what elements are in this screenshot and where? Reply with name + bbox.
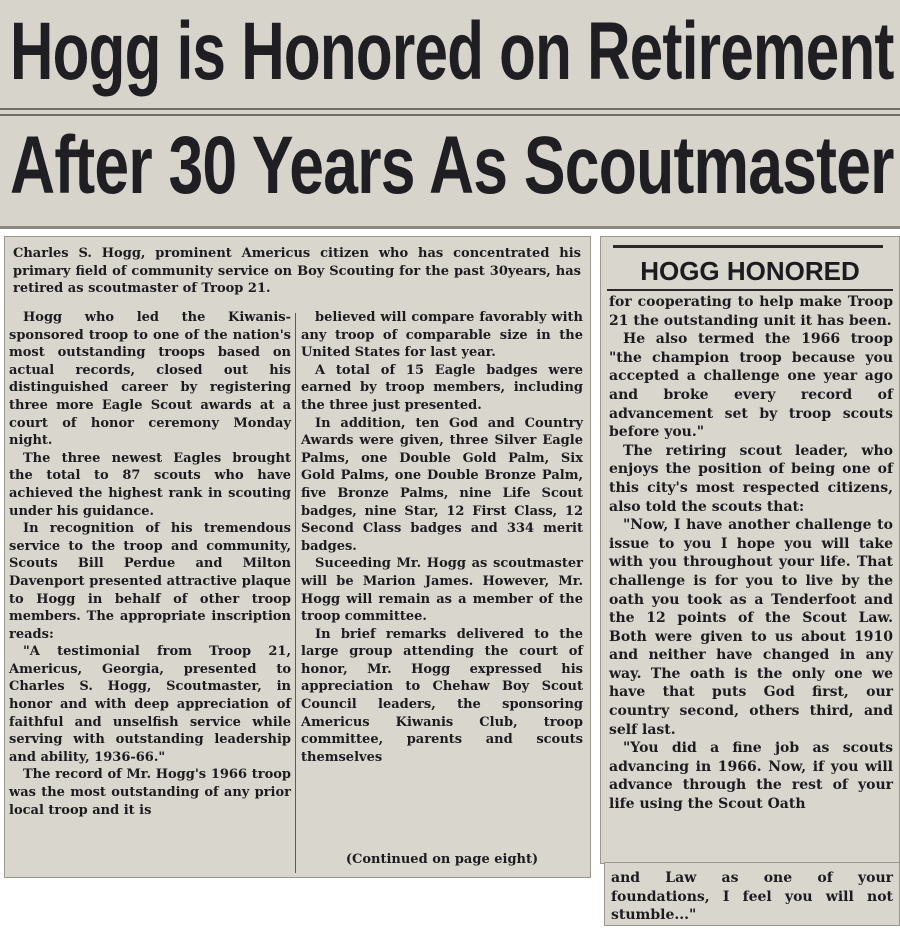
sidebar-tail (611, 869, 893, 925)
main-article-clipping (4, 236, 591, 878)
column-divider (295, 313, 296, 873)
paragraph: for cooperating to help make Troop 21 the outstanding unit it has been. (609, 294, 893, 329)
paragraph: A total of 15 Eagle badges were earned by troop members, including the three just presented. (301, 362, 583, 413)
paragraph: "Now, I have another challenge to issue to you I hope you will take with you throughout your life. That challenge is for you to live by the oath you took as a Tenderfoot and the 12 points of the Scout Law. Both were given to us about 1910 and neither have changed in any way. The oath is the only one we have that puts God first, our country second, others third, and self last. (609, 517, 893, 738)
sidebar-clipping (600, 236, 900, 864)
sidebar-tail-clipping (604, 862, 900, 926)
headline-banner (0, 0, 900, 229)
headline-line-1: Hogg is Honored on Retirement (10, 6, 894, 97)
continued-note: (Continued on page eight) (345, 852, 539, 868)
headline-rule (0, 114, 900, 116)
paragraph: Suceeding Mr. Hogg as scoutmaster will be Marion James. However, Mr. Hogg will remain as a member of the troop committee. (301, 556, 583, 625)
paragraph: He also termed the 1966 troop "the champion troop because you accepted a challenge one year ago and broke every record of advancement set by troop scouts before you." (609, 331, 893, 441)
sidebar-title: HOGG HONORED (640, 256, 860, 286)
paragraph: The record of Mr. Hogg's 1966 troop was the most outstanding of any prior local troop and it is (9, 767, 291, 818)
paragraph: believed will compare favorably with any troop of comparable size in the United States for last year. (301, 310, 583, 361)
sidebar-body (609, 293, 893, 814)
paragraph: and Law as one of your foundations, I feel you will not stumble..." (611, 870, 893, 924)
article-column-right (301, 309, 583, 766)
paragraph: In addition, ten God and Country Awards were given, three Silver Eagle Palms, one Double Gold Palm, Six Gold Palms, one Double Bronze Palm, five Bronze Palms, nine Life Scout badges, nine Star, 12 First Class, 12 Second Class badges and 334 merit badges. (301, 415, 583, 554)
paragraph: "A testimonial from Troop 21, Americus, Georgia, presented to Charles S. Hogg, Scoutmaster, in honor and with deep appreciation of faithful and unselfish service while serving with outstanding leadership and ability, 1936-66." (9, 644, 291, 765)
paragraph: "You did a fine job as scouts advancing in 1966. Now, if you will advance through the rest of your life using the Scout Oath (609, 740, 893, 813)
paragraph: Hogg who led the Kiwanis-sponsored troop to one of the nation's most outstanding troops based on actual records, closed out his distinguished career by registering three more Eagle Scout awards at a court of honor ceremony Monday night. (9, 310, 291, 449)
paragraph: In brief remarks delivered to the large group attending the court of honor, Mr. Hogg expressed his appreciation to Chehaw Boy Scout Council leaders, the sponsoring Americus Kiwanis Club, troop committee, parents and scouts themselves (301, 626, 583, 765)
article-lead: Charles S. Hogg, prominent Americus citizen who has concentrated his primary field of community service on Boy Scouting for the past 30years, has retired as scoutmaster of Troop 21. (13, 246, 581, 297)
sidebar-top-rule (613, 245, 883, 248)
paragraph: The three newest Eagles brought the total to 87 scouts who have achieved the highest rank in scouting under his guidance. (9, 450, 291, 519)
headline-line-2: After 30 Years As Scoutmaster (10, 120, 894, 211)
headline-rule (0, 108, 900, 110)
sidebar-title-rule (607, 289, 893, 291)
paragraph: The retiring scout leader, who enjoys the position of being one of this city's most respected citizens, also told the scouts that: (609, 442, 893, 515)
paragraph: In recognition of his tremendous service to the troop and community, Scouts Bill Perdue and Milton Davenport presented attractive plaque to Hogg in behalf of other troop members. The appropriate inscription reads: (9, 521, 291, 642)
article-column-left (9, 309, 291, 819)
